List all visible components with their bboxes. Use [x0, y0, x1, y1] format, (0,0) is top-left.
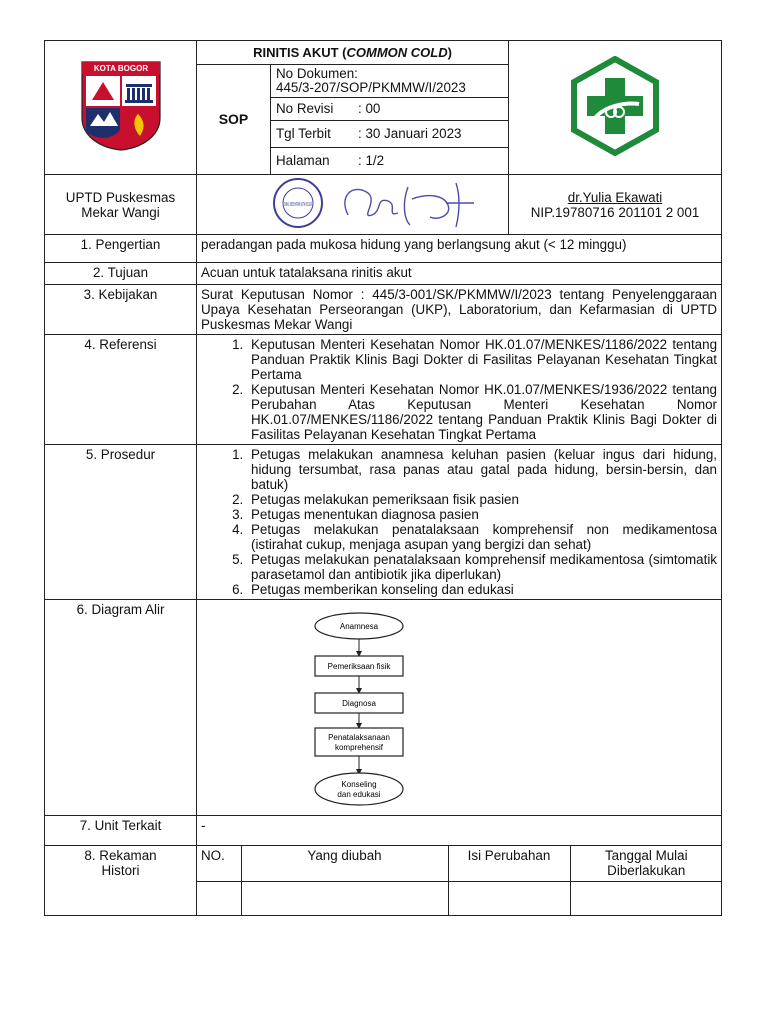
prosedur-item: 5. Petugas melakukan penatalaksaan komprehensif medikamentosa (simtomatik parasetamol dan antibiotik jika diperlukan)	[247, 552, 717, 582]
pengertian-label: 1. Pengertian	[45, 235, 197, 263]
flow-node-konseling	[315, 773, 403, 805]
kota-bogor-shield-icon	[80, 60, 162, 152]
signer-name: dr.Yulia Ekawati	[567, 189, 663, 205]
rekaman-label-line-1: 8. Rekaman	[84, 848, 157, 863]
prosedur-item: 2. Petugas melakukan pemeriksaan fisik pasien	[247, 492, 717, 507]
unit-line-2: Mekar Wangi	[81, 204, 160, 220]
referensi-item: 1. Keputusan Menteri Kesehatan Nomor HK.01.07/MENKES/1186/2022 tentang Panduan Praktik Klinis Bagi Dokter di Fasilitas Pelayanan Kesehatan Tingkat Pertama	[247, 337, 717, 382]
history-header-tanggal-2: Diberlakukan	[607, 863, 686, 878]
rekaman-history-cell	[197, 846, 722, 916]
prosedur-label: 5. Prosedur	[45, 445, 197, 600]
title-emphasis: COMMON COLD	[346, 45, 448, 60]
history-cell-empty	[241, 881, 448, 915]
puskesmas-logo-cell	[509, 41, 722, 175]
city-logo-cell	[45, 41, 197, 175]
prosedur-item: 3. Petugas menentukan diagnosa pasien	[247, 507, 717, 522]
no-revisi-value: : 00	[358, 101, 381, 116]
unit-line-1: UPTD Puskesmas	[65, 189, 176, 205]
flow-text-diagnosa: Diagnosa	[342, 699, 376, 708]
flow-text-penatalaksanaan-1: Penatalaksanaan	[328, 733, 390, 742]
history-header-tanggal	[570, 846, 722, 881]
signer-nip: NIP.19780716 201101 2 001	[530, 204, 700, 220]
flowchart	[197, 600, 717, 812]
sop-label: SOP	[197, 65, 271, 175]
history-header-diubah: Yang diubah	[241, 846, 448, 881]
signature-cell	[197, 175, 509, 235]
history-cell-empty	[570, 881, 722, 915]
halaman-label: Halaman	[276, 153, 330, 168]
history-cell-empty	[448, 881, 570, 915]
rekaman-label	[45, 846, 197, 916]
no-dokumen-value: 445/3-207/SOP/PKMMW/I/2023	[276, 80, 466, 95]
stamp-text: DINAS KESEHATAN KOTA BOGOR	[283, 202, 312, 208]
history-header-tanggal-1: Tanggal Mulai	[604, 848, 688, 863]
tujuan-text: Acuan untuk tatalaksana rinitis akut	[197, 263, 722, 285]
prosedur-list-cell	[197, 445, 722, 600]
referensi-list-cell	[197, 335, 722, 445]
no-dokumen-row	[271, 65, 508, 98]
sop-table	[44, 40, 722, 916]
unit-terkait-text: -	[197, 816, 722, 846]
kebijakan-text: Surat Keputusan Nomor : 445/3-001/SK/PKMMW/I/2023 tentang Penyelenggaraan Upaya Kesehatan Perseorangan (UKP), Laboratorium, dan Kefarmasian di UPTD Puskesmas Mekar Wangi	[197, 285, 722, 335]
tgl-terbit-label: Tgl Terbit	[276, 126, 331, 141]
history-header-isi: Isi Perubahan	[448, 846, 570, 881]
prosedur-item: 4. Petugas melakukan penatalaksaan komprehensif non medikamentosa (istirahat cukup, menjaga asupan yang bergizi dan sehat)	[247, 522, 717, 552]
rekaman-history-table	[197, 846, 722, 915]
flow-text-penatalaksanaan-2: komprehensif	[334, 743, 384, 752]
title-prefix: RINITIS AKUT (	[253, 45, 347, 60]
prosedur-item: 6. Petugas memberikan konseling dan edukasi	[247, 582, 717, 597]
pengertian-text: peradangan pada mukosa hidung yang berlangsung akut (< 12 minggu)	[197, 235, 722, 263]
history-cell-empty	[197, 881, 241, 915]
flow-text-konseling-1: Konseling	[341, 780, 377, 789]
referensi-list	[201, 337, 717, 442]
prosedur-list	[201, 447, 717, 597]
document-info	[271, 65, 509, 175]
handwritten-signature-icon	[344, 183, 473, 227]
flow-text-pemeriksaan: Pemeriksaan fisik	[327, 662, 391, 671]
referensi-label: 4. Referensi	[45, 335, 197, 445]
no-dokumen-label: No Dokumen:	[276, 66, 358, 81]
history-header-no: NO.	[197, 846, 241, 881]
halaman-row	[271, 148, 508, 174]
rekaman-label-line-2: Histori	[101, 863, 140, 878]
no-revisi-label: No Revisi	[276, 101, 334, 116]
no-revisi-row	[271, 98, 508, 121]
referensi-item: 2. Keputusan Menteri Kesehatan Nomor HK.01.07/MENKES/1936/2022 tentang Perubahan Atas Keputusan Menteri Kesehatan Nomor HK.01.07/MENKES/1186/2022 tentang Panduan Praktik Klinis Bagi Dokter di Fasilitas Pelayanan Kesehatan Tingkat Pertama	[247, 382, 717, 442]
document-title	[197, 41, 509, 65]
prosedur-item: 1. Petugas melakukan anamnesa keluhan pasien (keluar ingus dari hidung, hidung tersumbat, rasa panas atau gatal pada hidung, bersin-bersin, dan batuk)	[247, 447, 717, 492]
unit-name-cell	[45, 175, 197, 235]
kebijakan-label: 3. Kebijakan	[45, 285, 197, 335]
stamp-and-signature	[198, 175, 508, 231]
tgl-terbit-value: : 30 Januari 2023	[358, 126, 462, 141]
flow-text-konseling-2: dan edukasi	[337, 790, 381, 799]
title-suffix: )	[447, 45, 452, 60]
tgl-terbit-row	[271, 121, 508, 148]
unit-terkait-label: 7. Unit Terkait	[45, 816, 197, 846]
diagram-cell	[197, 600, 722, 816]
diagram-label: 6. Diagram Alir	[45, 600, 197, 816]
halaman-value: : 1/2	[358, 153, 385, 168]
city-logo-text: KOTA BOGOR	[93, 64, 148, 73]
tujuan-label: 2. Tujuan	[45, 263, 197, 285]
signer-cell	[509, 175, 722, 235]
puskesmas-logo-icon	[565, 56, 665, 156]
flow-text-anamnesa: Anamnesa	[339, 622, 379, 631]
